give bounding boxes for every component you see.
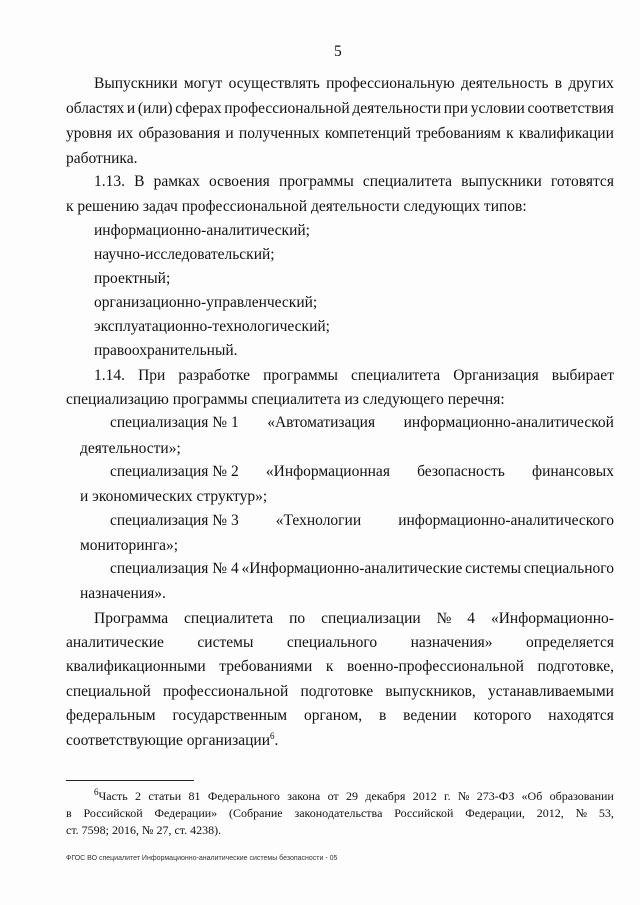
word: При bbox=[138, 367, 166, 384]
word: специальной bbox=[66, 683, 151, 700]
specialization-line bbox=[110, 415, 614, 431]
paragraph-line bbox=[66, 101, 614, 117]
word: выпускников, bbox=[385, 683, 476, 700]
word: устанавливаемыми bbox=[487, 683, 614, 700]
word: ведении bbox=[403, 707, 457, 724]
footnote-word: образовании bbox=[549, 789, 614, 803]
word: 53, bbox=[598, 806, 614, 820]
paragraph-line bbox=[66, 684, 614, 700]
word: «Автоматизация bbox=[267, 414, 376, 431]
word: компетенций bbox=[324, 125, 411, 142]
word: безопасность bbox=[417, 463, 505, 480]
word: 2012, bbox=[536, 806, 564, 820]
word: квалификации bbox=[518, 125, 614, 142]
footnote-word: «Об bbox=[521, 789, 543, 803]
word: выбирает bbox=[551, 367, 614, 384]
word: Федерации» bbox=[154, 806, 218, 820]
paragraph-line bbox=[94, 368, 614, 384]
paragraph-line bbox=[66, 126, 614, 142]
list-item: проектный; bbox=[94, 270, 171, 287]
word: сферах bbox=[175, 100, 222, 117]
word: разработке bbox=[178, 367, 250, 384]
word: специализация № 2 bbox=[110, 463, 239, 480]
footnote-word: от bbox=[327, 789, 339, 803]
footnote-word: № bbox=[457, 789, 470, 803]
word: уровня bbox=[66, 125, 112, 142]
word: деятельности bbox=[352, 100, 442, 117]
footnote-word: декабря bbox=[365, 789, 406, 803]
footnote-line: ст. 7598; 2016, № 27, ст. 4238). bbox=[66, 823, 222, 837]
footnote-word: 29 bbox=[346, 789, 359, 803]
word: информационно-аналитической bbox=[403, 414, 614, 431]
word: (или) bbox=[137, 100, 173, 117]
word: Выпускники bbox=[94, 75, 178, 92]
footnote-word: закона bbox=[287, 789, 321, 803]
footnote-first-word: Часть bbox=[98, 789, 128, 803]
word: могут bbox=[183, 75, 223, 92]
word: программы bbox=[278, 173, 354, 190]
word: № bbox=[436, 610, 452, 627]
word: Федерации, bbox=[465, 806, 525, 820]
word: законодательства bbox=[294, 806, 383, 820]
word: федеральным bbox=[66, 707, 156, 724]
footnote-word: Федерального bbox=[207, 789, 280, 803]
footnote-word: 2012 bbox=[412, 789, 437, 803]
word: и bbox=[126, 100, 136, 117]
word: рамках bbox=[153, 173, 200, 190]
word: готовятся bbox=[550, 173, 614, 190]
list-item: правоохранительный. bbox=[94, 342, 238, 359]
word: освоения bbox=[209, 173, 270, 190]
word: квалификационными bbox=[66, 658, 206, 675]
specialization-line: и экономических структур»; bbox=[80, 488, 268, 505]
word: специалитета bbox=[362, 173, 453, 190]
list-item: эксплуатационно-технологический; bbox=[94, 318, 330, 335]
word: которого bbox=[473, 707, 532, 724]
word: В bbox=[134, 173, 145, 190]
word: государственным bbox=[172, 707, 288, 724]
word: Российской bbox=[394, 806, 454, 820]
word: информационно-аналитического bbox=[398, 512, 614, 529]
footnote-word: 2 bbox=[135, 789, 141, 803]
footnote-word: статьи bbox=[148, 789, 182, 803]
paragraph-line: работника. bbox=[66, 150, 138, 167]
word: «Информационно-аналитические bbox=[241, 560, 463, 577]
word: требованиями bbox=[219, 658, 313, 675]
word: Российской bbox=[83, 806, 143, 820]
footnote-number: 6 bbox=[94, 787, 99, 797]
word: при bbox=[443, 100, 469, 117]
footnote-word: г. bbox=[444, 789, 451, 803]
word: подготовке bbox=[300, 683, 374, 700]
word: «Технологии bbox=[275, 512, 362, 529]
word: в bbox=[554, 75, 563, 92]
word: специалитета bbox=[350, 367, 441, 384]
footnote-line bbox=[94, 787, 614, 803]
word: (Собрание bbox=[229, 806, 283, 820]
paragraph-line bbox=[66, 635, 614, 651]
word: и bbox=[225, 125, 234, 142]
word: специализации bbox=[321, 610, 421, 627]
page-number: 5 bbox=[334, 43, 342, 60]
list-item: организационно-управленческий; bbox=[94, 294, 318, 311]
paragraph-text: соответствующие организации bbox=[66, 732, 270, 749]
specialization-line: назначения». bbox=[80, 585, 166, 602]
list-item: информационно-аналитический; bbox=[94, 222, 310, 239]
word: деятельность bbox=[460, 75, 549, 92]
paragraph-line bbox=[66, 659, 614, 675]
word: в bbox=[66, 806, 72, 820]
word: системы bbox=[465, 560, 522, 577]
word: финансовых bbox=[532, 463, 614, 480]
word: условии bbox=[470, 100, 525, 117]
word: профессиональной bbox=[162, 683, 289, 700]
word: образования bbox=[138, 125, 221, 142]
footnote-line bbox=[66, 807, 614, 819]
paragraph-line: специализацию программы специалитета из следующего перечня: bbox=[66, 391, 505, 408]
paragraph-line bbox=[66, 708, 614, 724]
word: специального bbox=[286, 634, 378, 651]
word: военно-профессиональной bbox=[346, 658, 524, 675]
footnote-word: 81 bbox=[188, 789, 201, 803]
paragraph-line: к решению задач профессиональной деятельности следующих типов: bbox=[66, 198, 527, 215]
paragraph-line bbox=[94, 174, 614, 190]
paragraph-line bbox=[94, 76, 614, 92]
word: их bbox=[117, 125, 134, 142]
word: «Информационная bbox=[265, 463, 390, 480]
word: профессиональной bbox=[224, 100, 350, 117]
word: в bbox=[378, 707, 387, 724]
word: № bbox=[575, 806, 588, 820]
list-item: научно-исследовательский; bbox=[94, 246, 275, 263]
footnote-divider bbox=[66, 780, 194, 781]
word: Программа bbox=[94, 610, 169, 627]
word: аналитические bbox=[66, 634, 164, 651]
specialization-line bbox=[110, 513, 614, 529]
word: специалитета bbox=[184, 610, 274, 627]
word: специализация № 1 bbox=[110, 414, 239, 431]
word: 1.13. bbox=[94, 173, 125, 190]
word: специализация № 4 bbox=[110, 560, 239, 577]
specialization-line: деятельности»; bbox=[80, 440, 181, 457]
word: по bbox=[289, 610, 306, 627]
word: системы bbox=[197, 634, 254, 651]
specialization-line bbox=[110, 561, 614, 577]
word: определяется bbox=[526, 634, 614, 651]
word: профессиональную bbox=[326, 75, 455, 92]
word: 1.14. bbox=[94, 367, 125, 384]
word: «Информационно- bbox=[490, 610, 614, 627]
page-footer: ФГОС ВО специалитет Информационно-аналитические системы безопасности - 05 bbox=[66, 855, 338, 862]
word: назначения» bbox=[410, 634, 493, 651]
word: к bbox=[506, 125, 514, 142]
word: находятся bbox=[548, 707, 614, 724]
specialization-line bbox=[110, 464, 614, 480]
footnote-number-and-start bbox=[94, 787, 128, 803]
paragraph-line: соответствующие организации$^6$. bbox=[66, 730, 279, 749]
word: подготовке, bbox=[537, 658, 614, 675]
word: выпускники bbox=[461, 173, 542, 190]
word: программы bbox=[263, 367, 338, 384]
word: специализация № 3 bbox=[110, 512, 239, 529]
footnote-word: 273-ФЗ bbox=[476, 789, 515, 803]
footnote-reference: 6 bbox=[270, 730, 275, 741]
word: полученных bbox=[238, 125, 320, 142]
word: 4 bbox=[467, 610, 476, 627]
word: специального bbox=[523, 560, 614, 577]
word: требованиям bbox=[416, 125, 501, 142]
word: осуществлять bbox=[228, 75, 320, 92]
paragraph-line bbox=[94, 611, 614, 627]
word: органом, bbox=[303, 707, 363, 724]
word: других bbox=[568, 75, 614, 92]
word: к bbox=[325, 658, 334, 675]
word: соответствия bbox=[527, 100, 614, 117]
word: областях bbox=[66, 100, 125, 117]
word: Организация bbox=[453, 367, 539, 384]
specialization-line: мониторинга»; bbox=[80, 537, 179, 554]
